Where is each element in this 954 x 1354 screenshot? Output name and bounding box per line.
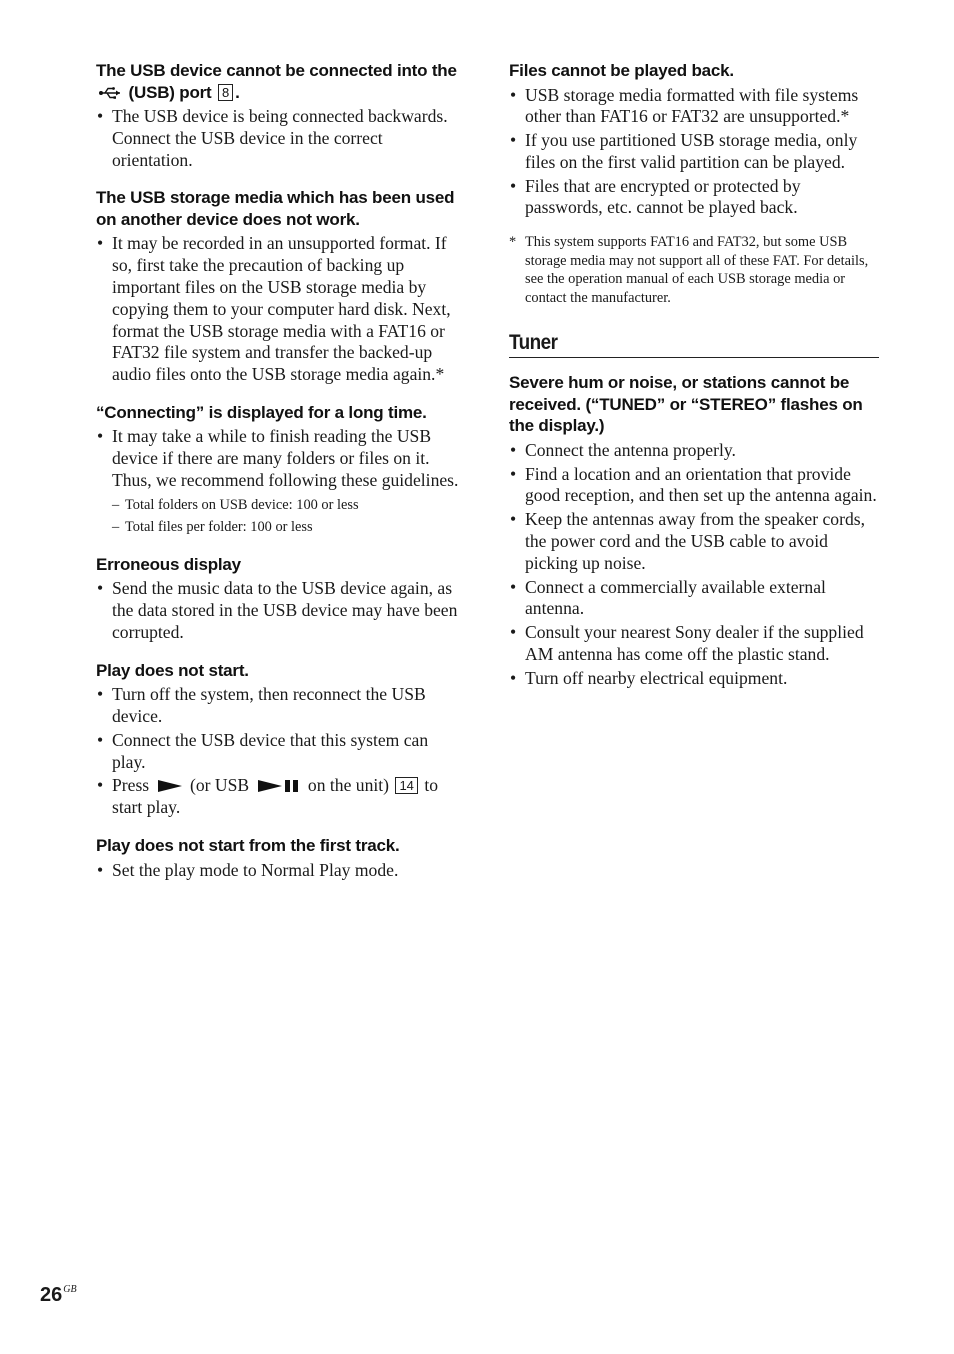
play-icon xyxy=(157,779,183,793)
tuner-section xyxy=(509,372,879,689)
connecting-guidelines xyxy=(96,494,464,538)
usb-icon xyxy=(98,87,122,99)
list-item: • It may be recorded in an unsupported format. If so, first take the precaution of backing up important files on the USB storage media by copying them to your computer hard disk. Next, format the USB storage media with a FAT16 or FAT32 file system and transfer the backed-up audio files onto the USB storage media again.* xyxy=(96,233,464,386)
connecting-section xyxy=(96,402,464,538)
first-track-section xyxy=(96,835,464,881)
other-device-bullets xyxy=(96,233,464,386)
usb-connect-bullets xyxy=(96,106,464,171)
page-number: $26^{GB}$ xyxy=(40,1284,77,1306)
list-item: – Total folders on USB device: 100 or less xyxy=(112,494,464,516)
connecting-bullets xyxy=(96,426,464,491)
play-not-start-heading: Play does not start. xyxy=(96,660,249,680)
list-item: • Turn off nearby electrical equipment. xyxy=(509,668,879,690)
files-not-played-bullets xyxy=(509,85,879,220)
page-number-suffix: GB xyxy=(63,1284,77,1295)
usb-port-number-box: 8 xyxy=(218,84,233,101)
list-item: • Set the play mode to Normal Play mode. xyxy=(96,860,464,882)
other-device-heading: The USB storage media which has been used on another device does not work. xyxy=(96,188,455,229)
erroneous-bullets xyxy=(96,578,464,643)
tuner-heading: Severe hum or noise, or stations cannot be received. (“TUNED” or “STEREO” flashes on the display.) xyxy=(509,373,863,436)
list-item: • If you use partitioned USB storage media, only files on the first valid partition can be played. xyxy=(509,130,879,174)
list-item: • The USB device is being connected backwards. Connect the USB device in the correct orientation. xyxy=(96,106,464,171)
list-item: • Press (or USB on the unit) 14 to start play. xyxy=(96,775,464,819)
list-item: • Keep the antennas away from the speaker cords, the power cord and the USB cable to avoid picking up noise. xyxy=(509,509,879,574)
list-item: • Send the music data to the USB device again, as the data stored in the USB device may have been corrupted. xyxy=(96,578,464,643)
erroneous-heading: Erroneous display xyxy=(96,554,241,574)
tuner-section-title: Tuner xyxy=(509,331,879,358)
erroneous-section xyxy=(96,554,464,644)
unit-button-number-box: 14 xyxy=(395,777,417,794)
fat-footnote xyxy=(509,233,879,307)
list-item: • Files that are encrypted or protected by passwords, etc. cannot be played back. xyxy=(509,176,879,220)
footnote-mark: * xyxy=(509,234,517,251)
usb-connect-section xyxy=(96,60,464,171)
list-item: • USB storage media formatted with file systems other than FAT16 or FAT32 are unsupported.* xyxy=(509,85,879,129)
first-track-heading: Play does not start from the first track. xyxy=(96,836,400,856)
list-item: • Connect the USB device that this system can play. xyxy=(96,730,464,774)
list-item: • Turn off the system, then reconnect the USB device. xyxy=(96,684,464,728)
other-device-section xyxy=(96,187,464,386)
usb-connect-heading: The USB device cannot be connected into the (USB) port 8 . xyxy=(96,61,457,102)
play-not-start-section xyxy=(96,660,464,819)
list-item: • Connect a commercially available external antenna. xyxy=(509,577,879,621)
list-item: • Find a location and an orientation that provide good reception, and then set up the antenna again. xyxy=(509,464,879,508)
first-track-bullets xyxy=(96,860,464,882)
files-not-played-heading: Files cannot be played back. xyxy=(509,61,734,80)
list-item: – Total files per folder: 100 or less xyxy=(112,516,464,538)
list-item: • Consult your nearest Sony dealer if the supplied AM antenna has come off the plastic stand. xyxy=(509,622,879,666)
list-item: • It may take a while to finish reading the USB device if there are many folders or files on it. Thus, we recommend following these guidelines. xyxy=(96,426,464,491)
files-not-played-section xyxy=(509,60,879,307)
footnote-text: This system supports FAT16 and FAT32, but some USB storage media may not support all of these FAT. For details, see the operation manual of each USB storage media or contact the manufacturer. xyxy=(525,234,869,306)
connecting-heading: “Connecting” is displayed for a long time. xyxy=(96,402,427,422)
play-not-start-bullets xyxy=(96,684,464,819)
right-column xyxy=(509,60,879,706)
left-column xyxy=(96,60,464,897)
tuner-bullets xyxy=(509,440,879,690)
list-item: • Connect the antenna properly. xyxy=(509,440,879,462)
play-pause-icon xyxy=(257,779,301,793)
